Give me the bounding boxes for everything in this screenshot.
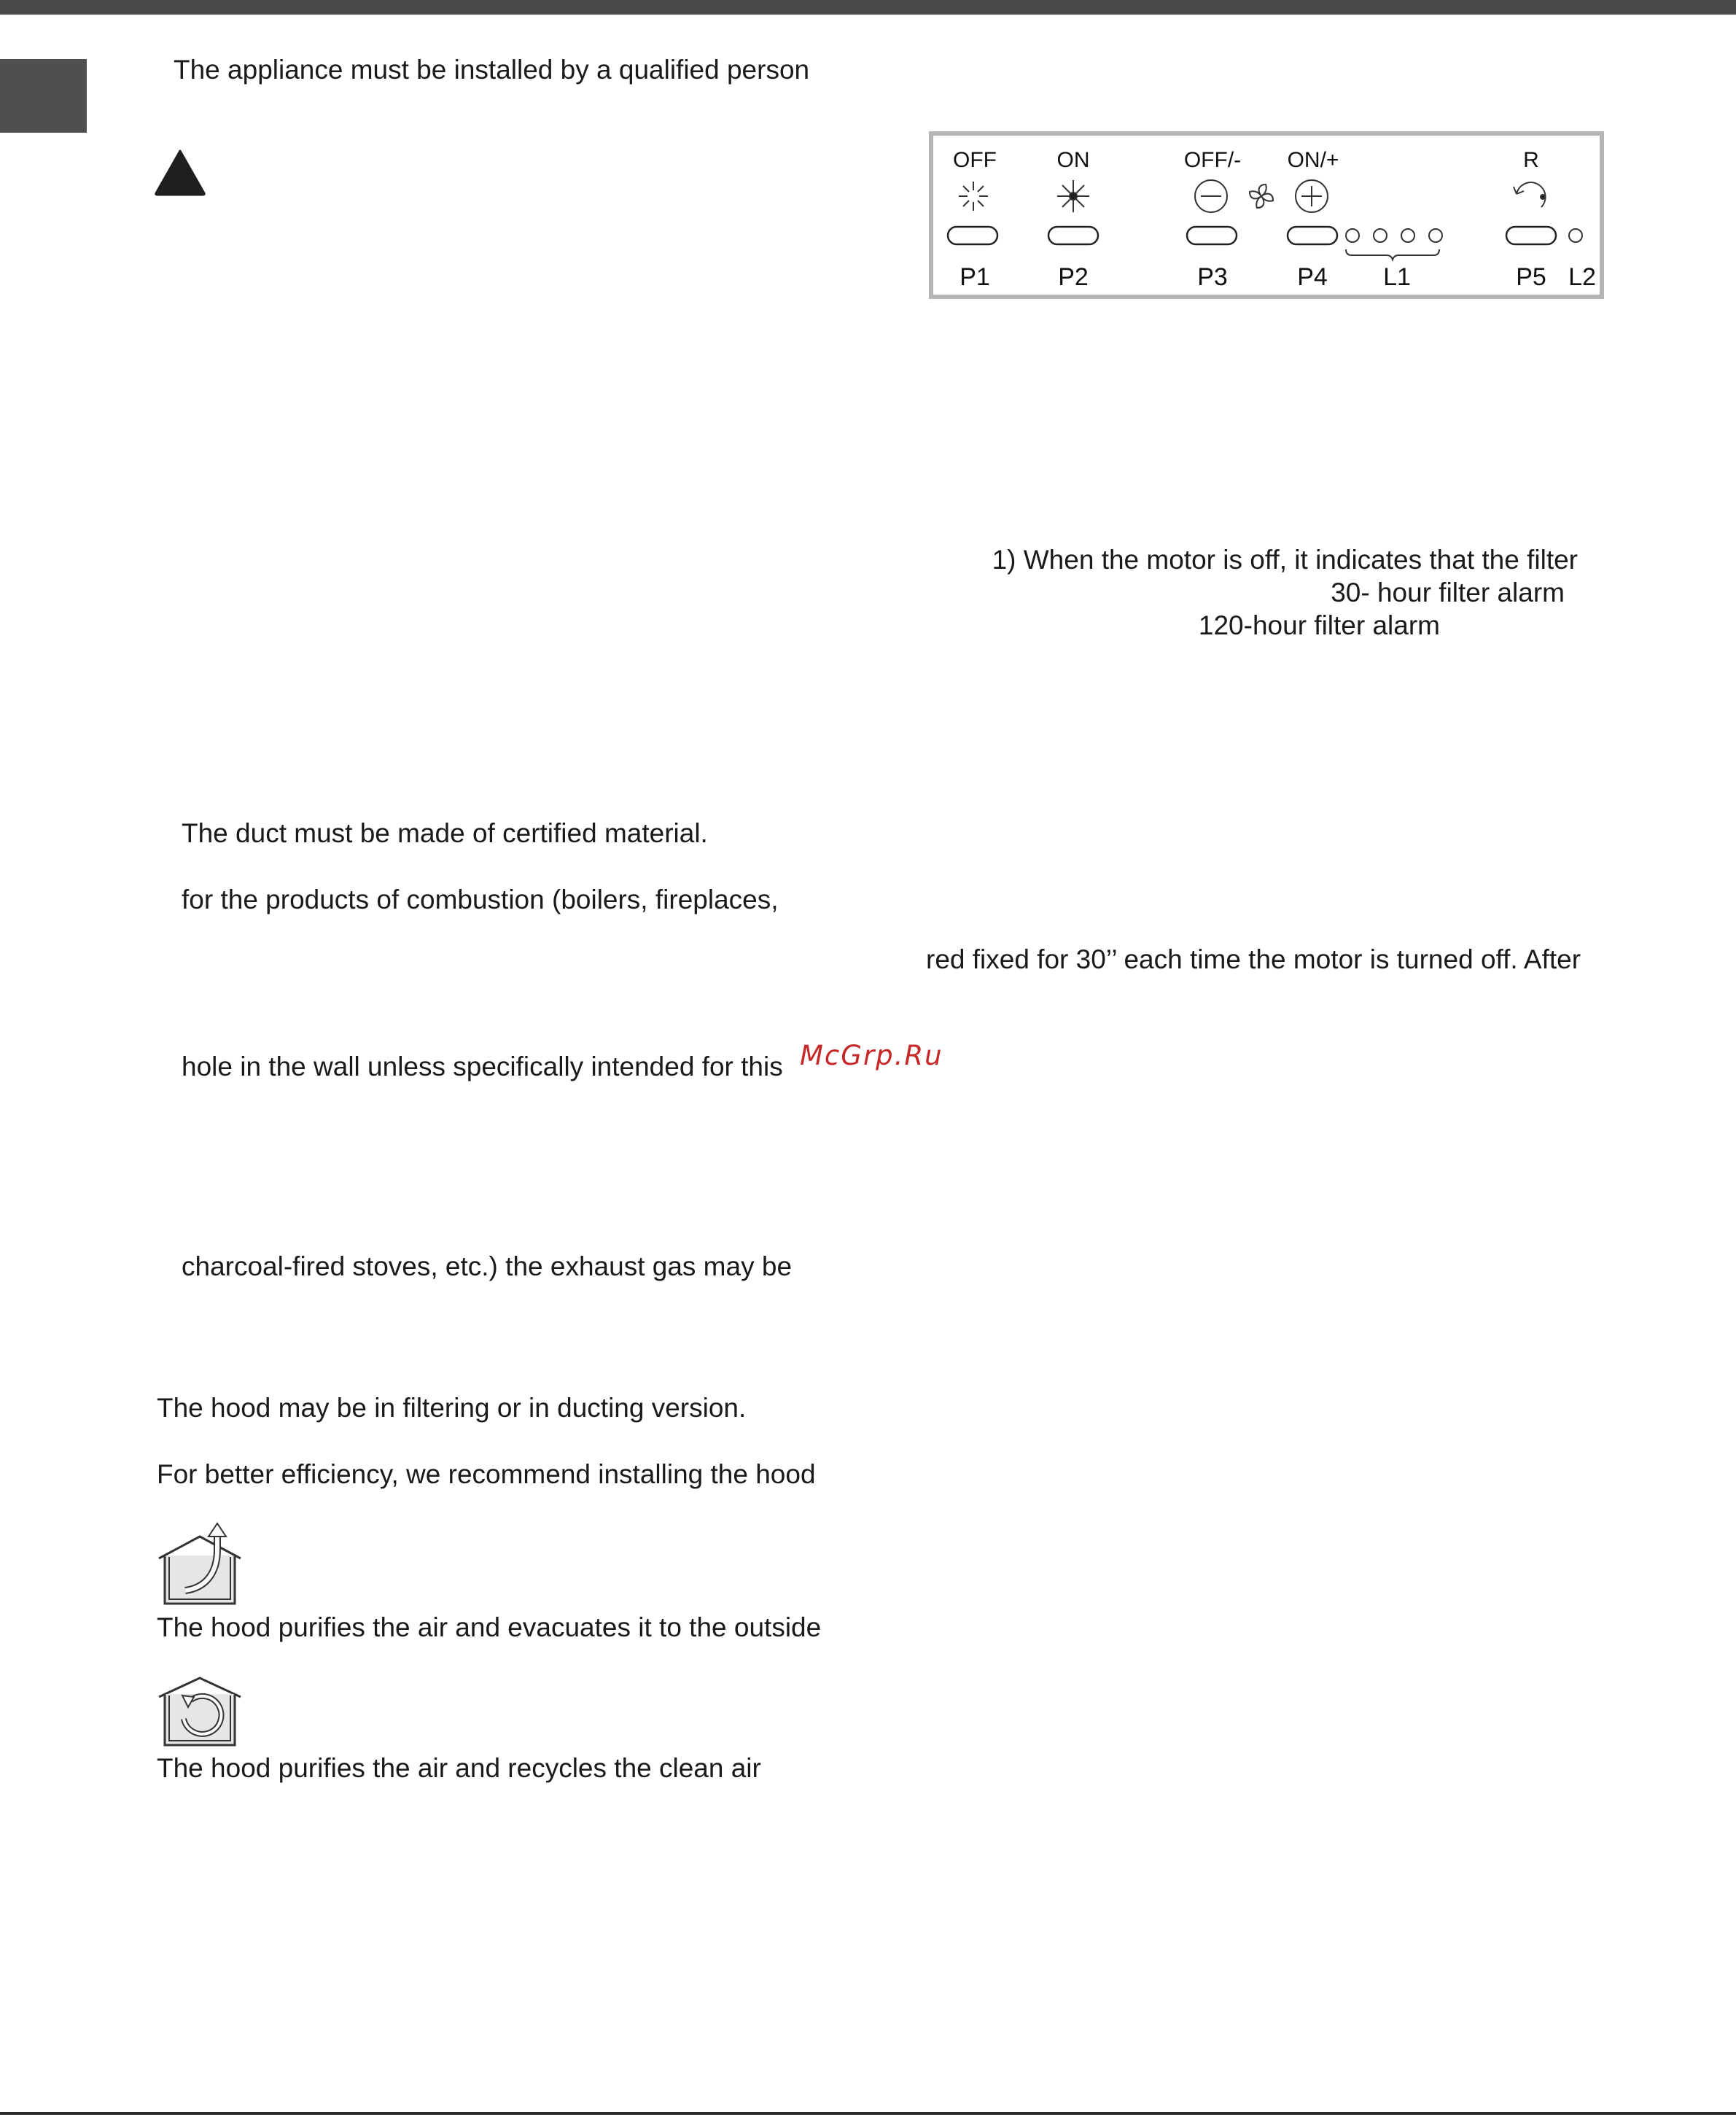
- label-p3: P3: [1197, 263, 1228, 291]
- label-on: ON: [1056, 148, 1090, 172]
- button-p1[interactable]: [948, 227, 997, 244]
- led-l2: [1569, 229, 1582, 242]
- reset-icon: [1514, 182, 1546, 207]
- button-p2[interactable]: [1048, 227, 1098, 244]
- label-reset: R: [1523, 148, 1539, 172]
- light-off-icon: [959, 182, 988, 211]
- label-p2: P2: [1058, 263, 1089, 291]
- duct-line4: hole in the wall unless specifically intended for this: [182, 1052, 783, 1081]
- top-bar: [0, 0, 1736, 15]
- light-on-icon: [1057, 180, 1089, 212]
- label-p4: P4: [1297, 263, 1328, 291]
- label-off: OFF: [953, 148, 997, 172]
- versions-intro: The hood may be in filtering or in ducting version.: [157, 1393, 747, 1423]
- minus-icon: [1195, 180, 1227, 212]
- label-on-plus: ON/+: [1287, 148, 1339, 172]
- filtering-caption: The hood purifies the air and recycles the clean air: [157, 1753, 761, 1783]
- duct-line3: red fixed for 30’’ each time the motor is turned off. After: [926, 944, 1581, 974]
- fan-icon: [1250, 184, 1273, 208]
- filtering-house-icon: [156, 1675, 244, 1748]
- button-p5[interactable]: [1506, 227, 1556, 244]
- ducting-caption: The hood purifies the air and evacuates it to the outside: [157, 1612, 822, 1642]
- label-p5: P5: [1516, 263, 1546, 291]
- warning-icon: [155, 149, 206, 196]
- plus-icon: [1296, 180, 1328, 212]
- duct-line2: for the products of combustion (boilers, fireplaces,: [182, 885, 779, 914]
- led-group-l1: [1346, 229, 1442, 260]
- control-panel: [929, 131, 1604, 299]
- versions-recommend: For better efficiency, we recommend installing the hood: [157, 1459, 816, 1489]
- filter-note-line3: 120-hour filter alarm: [1198, 610, 1440, 640]
- label-off-minus: OFF/-: [1183, 148, 1242, 172]
- button-p3[interactable]: [1187, 227, 1237, 244]
- button-p4[interactable]: [1288, 227, 1337, 244]
- label-l2: L2: [1568, 263, 1596, 291]
- filter-note-line2: 30- hour filter alarm: [1331, 578, 1565, 607]
- ducting-house-icon: [156, 1520, 244, 1607]
- filter-note-line1: 1) When the motor is off, it indicates that the filter: [992, 545, 1578, 575]
- side-tab: [0, 59, 87, 133]
- label-p1: P1: [960, 263, 990, 291]
- duct-line5: charcoal-fired stoves, etc.) the exhaust gas may be: [182, 1251, 793, 1281]
- install-note: The appliance must be installed by a qualified person: [174, 55, 810, 85]
- duct-line1: The duct must be made of certified material.: [182, 818, 708, 848]
- bottom-line: [0, 2112, 1736, 2115]
- label-l1: L1: [1383, 263, 1411, 291]
- watermark: McGrp.Ru: [800, 1040, 943, 1071]
